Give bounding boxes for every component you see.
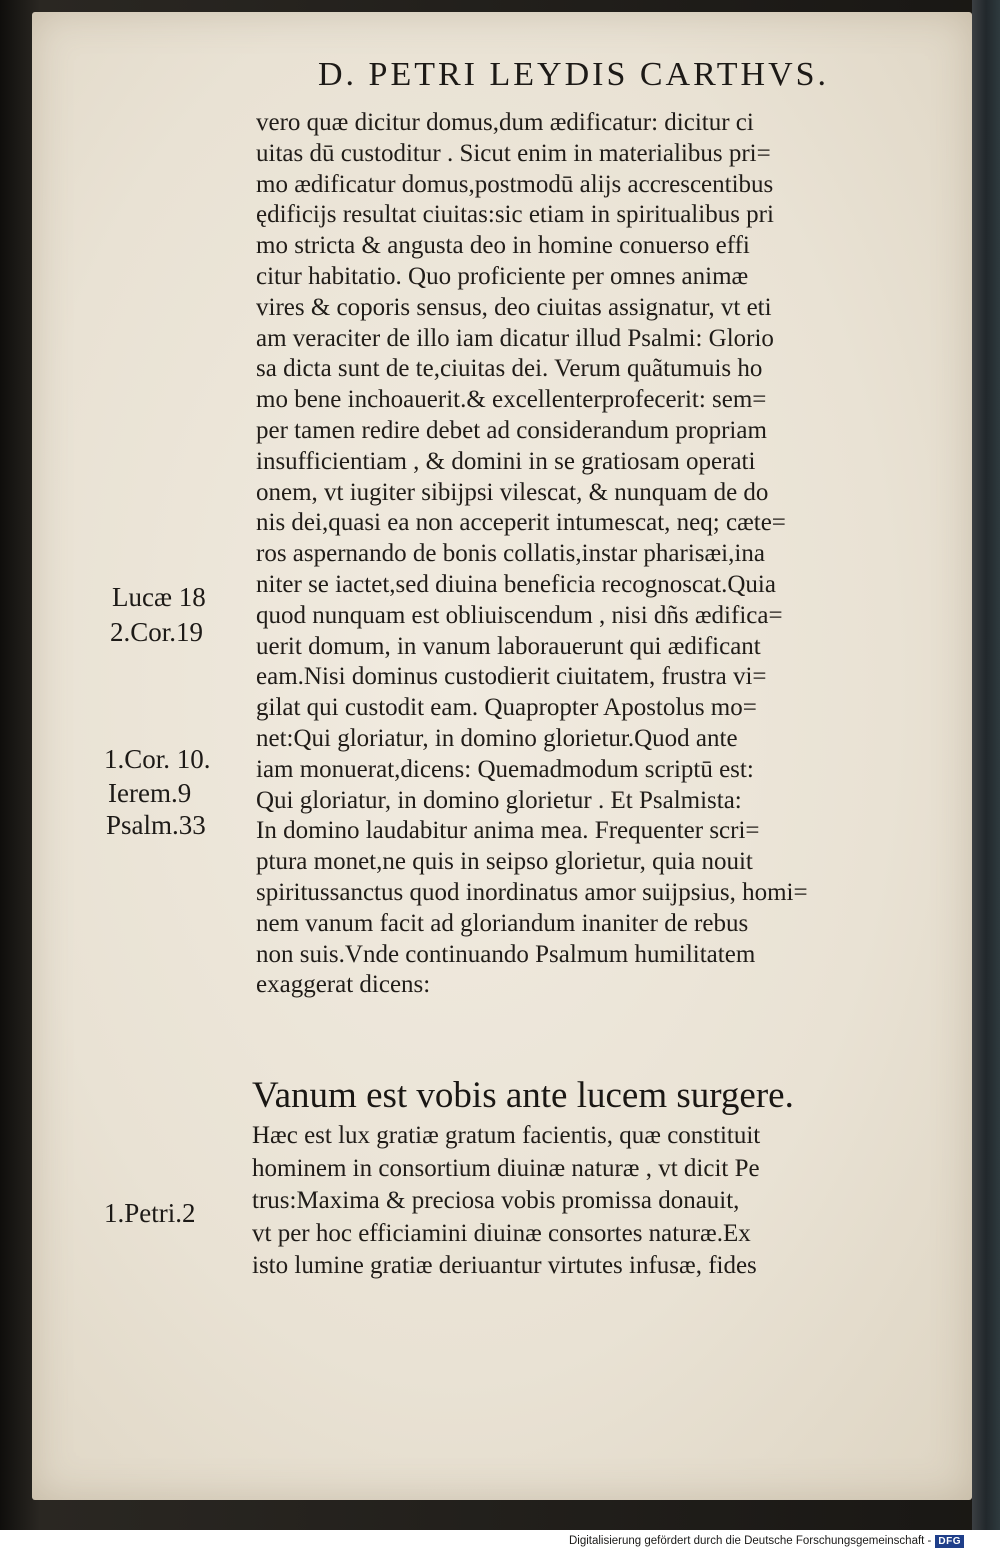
dfg-logo[interactable]: DFG <box>935 1535 964 1548</box>
text-line: In domino laudabitur anima mea. Frequenter scri= <box>256 817 760 845</box>
text-line: Qui gloriatur, in domino glorietur . Et Psalmista: <box>256 786 742 814</box>
margin-ref-petri: 1.Petri.2 <box>104 1198 196 1228</box>
text-line: spiritussanctus quod inordinatus amor suijpsius, homi= <box>256 878 808 906</box>
text-line: hominem in consortium diuinæ naturæ , vt dicit Pe <box>252 1154 760 1182</box>
text-line: mo stricta & angusta deo in homine conuerso effi <box>256 232 750 260</box>
running-head: D. PETRI LEYDIS CARTHVS. <box>318 56 830 93</box>
text-line: Hæc est lux gratiæ gratum facientis, quæ constituit <box>252 1122 761 1149</box>
text-line: iam monuerat,dicens: Quemadmodum scriptū est: <box>256 755 754 783</box>
text-line: am veraciter de illo iam dicatur illud Psalmi: Glorio <box>256 324 774 352</box>
footer-text: Digitalisierung gefördert durch die Deutsche Forschungsgemeinschaft - <box>568 1535 932 1547</box>
text-line: citur habitatio. Quo proficiente per omnes animæ <box>256 262 749 290</box>
text-line: trus:Maxima & preciosa vobis promissa donauit, <box>252 1187 740 1214</box>
text-line: gilat qui custodit eam. Quapropter Apostolus mo= <box>256 694 757 722</box>
text-line: ędificijs resultat ciuitas:sic etiam in spiritualibus pri <box>256 201 774 229</box>
text-line: sa dicta sunt de te,ciuitas dei. Verum quãtumuis ho <box>256 355 763 383</box>
text-line: uitas dū custoditur . Sicut enim in materialibus pri= <box>256 139 771 167</box>
text-line: nem vanum facit ad gloriandum inaniter de rebus <box>256 909 749 937</box>
text-line: vires & coporis sensus, deo ciuitas assignatur, vt eti <box>256 293 772 321</box>
text-line: per tamen redire debet ad considerandum propriam <box>256 416 767 444</box>
main-paragraph <box>256 108 940 1001</box>
margin-ref-psalm: Psalm.33 <box>106 810 206 840</box>
margin-ref-ierem: Ierem.9 <box>108 778 192 808</box>
text-line: mo bene inchoauerit.& excellenterprofecerit: sem= <box>256 386 767 414</box>
text-line: exaggerat dicens: <box>256 971 431 999</box>
margin-ref-cor10: 1.Cor. 10. <box>104 744 211 774</box>
footer-credit <box>565 1532 964 1550</box>
text-line: vt per hoc efficiamini diuinæ consortes naturæ.Ex <box>252 1219 751 1247</box>
text-line: ros aspernando de bonis collatis,instar pharisæi,ina <box>256 540 765 568</box>
section-heading: Vanum est vobis ante lucem surgere. <box>252 1075 794 1116</box>
text-line: non suis.Vnde continuando Psalmum humilitatem <box>256 940 756 968</box>
text-line: niter se iactet,sed diuina beneficia recognoscat.Quia <box>256 570 776 598</box>
text-line: mo ædificatur domus,postmodū alijs accrescentibus <box>256 170 774 198</box>
book-spine <box>972 0 1000 1530</box>
margin-ref-cor19: 2.Cor.19 <box>110 617 204 647</box>
second-paragraph <box>252 1120 940 1283</box>
text-line: ptura monet,ne quis in seipso glorietur, quia nouit <box>256 848 753 876</box>
text-line: nis dei,quasi ea non acceperit intumescat, neq; cæte= <box>256 509 786 537</box>
text-line: insufficientiam , & domini in se gratiosam operati <box>256 447 756 475</box>
text-line: eam.Nisi dominus custodierit ciuitatem, frustra vi= <box>256 663 767 691</box>
text-line: net:Qui gloriatur, in domino glorietur.Quod ante <box>256 724 738 752</box>
text-line: isto lumine gratiæ deriuantur virtutes infusæ, fides <box>252 1252 757 1279</box>
text-line: vero quæ dicitur domus,dum ædificatur: dicitur ci <box>256 109 754 136</box>
margin-ref-lucae: Lucæ 18 <box>112 582 206 612</box>
text-line: uerit domum, in vanum laborauerunt qui ædificant <box>256 632 761 660</box>
text-line: quod nunquam est obliuiscendum , nisi dñs ædifica= <box>256 601 783 629</box>
text-line: onem, vt iugiter sibijpsi vilescat, & nunquam de do <box>256 478 769 506</box>
